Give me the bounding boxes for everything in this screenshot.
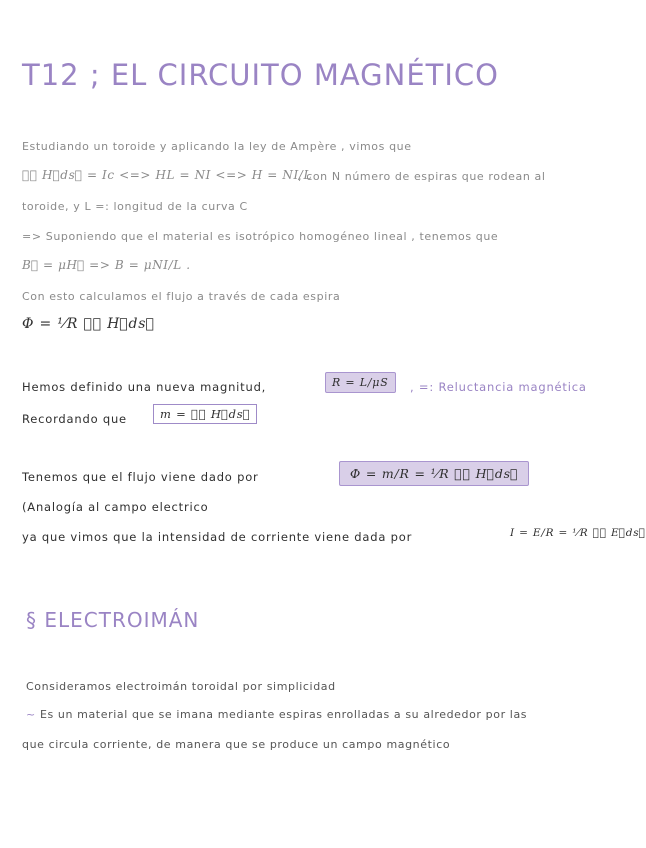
intro-line-5: Con esto calculamos el flujo a través de cada espira	[22, 290, 341, 303]
constitutive-equation: B⃗ = μH⃗ => B = μNI/L .	[22, 258, 191, 272]
mmf-text: Recordando que	[22, 412, 127, 426]
ampere-equation: ∮꜀ H⃗ds⃗ = Ic <=> HL = NI <=> H = NI/L	[22, 168, 313, 182]
intro-line-4: => Suponiendo que el material es isotrópico homogéneo lineal , tenemos que	[22, 230, 499, 243]
analogy-text-2: ya que vimos que la intensidad de corriente viene dada por	[22, 530, 413, 544]
reluctance-definition-text: , =: Reluctancia magnética	[410, 380, 587, 394]
electroiman-line-1: Consideramos electroimán toroidal por simplicidad	[26, 680, 336, 693]
mmf-formula: m = ∮꜀ H⃗ds⃗	[153, 404, 257, 424]
electroiman-line-2	[26, 708, 527, 721]
reluctance-formula: R = L/μS	[325, 372, 396, 393]
electroiman-line-3: que circula corriente, de manera que se produce un campo magnético	[22, 738, 451, 751]
intro-line-2-tail: , con N número de espiras que rodean al	[298, 170, 546, 183]
intro-line-1: Estudiando un toroide y aplicando la ley de Ampère , vimos que	[22, 140, 412, 153]
reluctance-definition	[410, 380, 587, 394]
flux-equation: Φ = ¹⁄R ∮꜀ H⃗ds⃗	[22, 316, 155, 332]
page-title: T12 ; EL CIRCUITO MAGNÉTICO	[22, 58, 499, 92]
section-title-electroiman: § ELECTROIMÁN	[26, 608, 200, 632]
intro-line-3: toroide, y L =: longitud de la curva C	[22, 200, 248, 213]
analogy-text: (Analogía al campo electrico	[22, 500, 209, 514]
flux-formula: Φ = m/R = ¹⁄R ∮꜀ H⃗ds⃗	[339, 461, 529, 486]
reluctance-text: Hemos definido una nueva magnitud,	[22, 380, 267, 394]
flux-text: Tenemos que el flujo viene dado por	[22, 470, 259, 484]
current-formula: I = E/R = ¹⁄R ∮꜀ E⃗ds⃗	[510, 527, 646, 539]
electroiman-line-2-text: Es un material que se imana mediante espiras enrolladas a su alrededor por las	[39, 708, 528, 721]
bullet-tilde: ~	[26, 708, 36, 721]
